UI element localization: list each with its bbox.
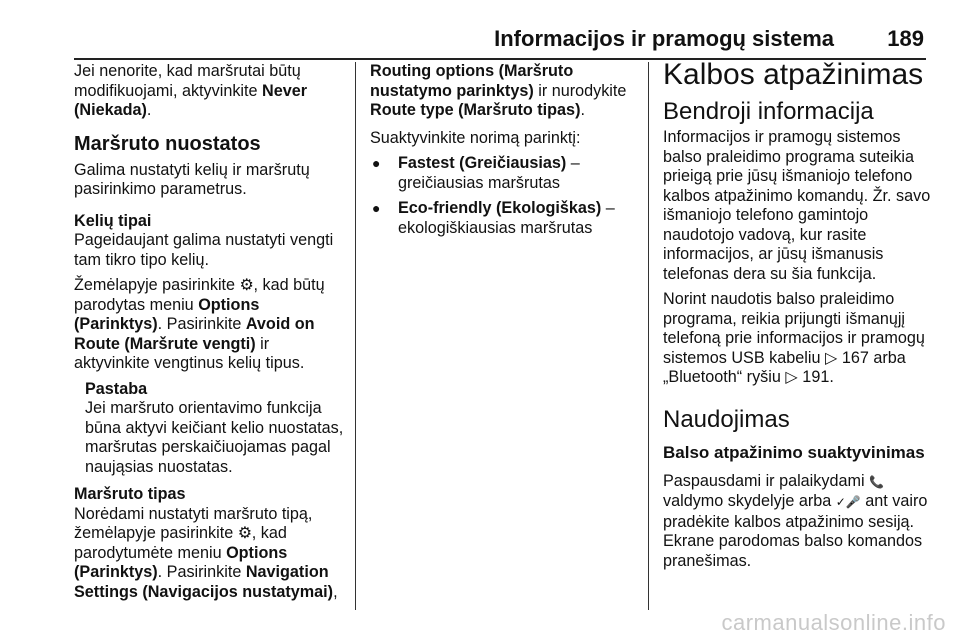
page-reference-icon: ▷ — [824, 348, 838, 367]
route-type-options-list — [370, 154, 640, 238]
intro-paragraph: Jei nenorite, kad maršrutai būtų modifikuojami, aktyvinkite Never (Niekada). — [74, 62, 308, 119]
road-types-paragraph: Pageidaujant galima nustatyti vengti tam tikro tipo kelių. — [74, 231, 334, 269]
watermark: carmanualsonline.info — [721, 610, 946, 635]
column-left — [74, 62, 346, 602]
map-options-paragraph: Žemėlapyje pasirinkite ⚙, kad būtų parodytas meniu Options (Parinktys). Pasirinkite Avoid on Route (Maršrute vengti) ir aktyvinkite vengtinus kelių tipus. — [74, 276, 325, 372]
column-divider — [355, 62, 356, 610]
settings-paragraph: Galima nustatyti kelių ir maršrutų pasirinkimo parametrus. — [74, 160, 310, 198]
page-reference-icon: ▷ — [785, 368, 798, 386]
column-middle — [370, 62, 640, 238]
heading-route-type: Maršruto tipas — [74, 485, 186, 503]
activate-paragraph: Suaktyvinkite norimą parinktį: — [370, 128, 581, 147]
section-title: Informacijos ir pramogų sistema — [494, 26, 834, 51]
settings-gear-icon: ⚙ — [239, 276, 255, 294]
heading-voice-recognition: Kalbos atpažinimas — [663, 58, 924, 91]
route-type-paragraph: Norėdami nustatyti maršruto tipą, žemėlapyje pasirinkite ⚙, kad parodytumėte meniu Options (Parinktys). Pasirinkite Navigation Settings (Navigacijos nustatymai), — [74, 504, 338, 601]
heading-road-types: Kelių tipai — [74, 211, 152, 230]
page-header — [74, 26, 926, 60]
note-box — [74, 380, 346, 478]
phone-icon: 📞 — [869, 474, 884, 489]
list-item: ● Eco-friendly (Ekologiškas) – ekologiškiausias maršrutas — [370, 199, 640, 238]
heading-usage: Naudojimas — [663, 405, 790, 433]
activation-paragraph: Paspausdami ir palaikydami 📞 valdymo skydelyje arba ✓🎤 ant vairo pradėkite kalbos atpažinimo sesiją. Ekrane parodomas balso komandos pranešimas. — [663, 471, 928, 570]
usb-connection-paragraph: Norint naudotis balso praleidimo programa, reikia prijungti išmanųjį telefoną prie informacijos ir pramogų sistemos USB kabeliu ▷ 167 arba „Bluetooth“ ryšiu ▷ 191. — [663, 290, 925, 386]
heading-general-info: Bendroji informacija — [663, 98, 874, 125]
general-info-paragraph: Informacijos ir pramogų sistemos balso praleidimo programa suteikia prieigą prie jūsų išmaniojo telefono kalbos atpažinimo komandų. Žr. savo išmaniojo telefono gamintojo naudotojo vadovą, kur rasite informacijos, ar jūsų išmanusis telefonas dera su šia funkcija. — [663, 128, 931, 283]
routing-options-paragraph: Routing options (Maršruto nustatymo parinktys) ir nurodykite Route type (Maršruto tipas). — [370, 62, 627, 119]
heading-activation: Balso atpažinimo suaktyvinimas — [663, 442, 925, 462]
column-divider — [648, 62, 649, 610]
settings-gear-icon: ⚙ — [237, 524, 253, 542]
steering-voice-icon: ✓🎤 — [835, 495, 861, 509]
column-right — [663, 58, 933, 571]
list-item: ● Fastest (Greičiausias) – greičiausias maršrutas — [370, 154, 640, 193]
note-text: Jei maršruto orientavimo funkcija būna aktyvi keičiant kelio nuostatas, maršrutas perskaičiuojamas pagal naująsias nuostatas. — [85, 399, 344, 476]
note-title: Pastaba — [85, 379, 148, 398]
heading-route-settings: Maršruto nuostatos — [74, 132, 261, 155]
page-number: 189 — [887, 26, 924, 51]
